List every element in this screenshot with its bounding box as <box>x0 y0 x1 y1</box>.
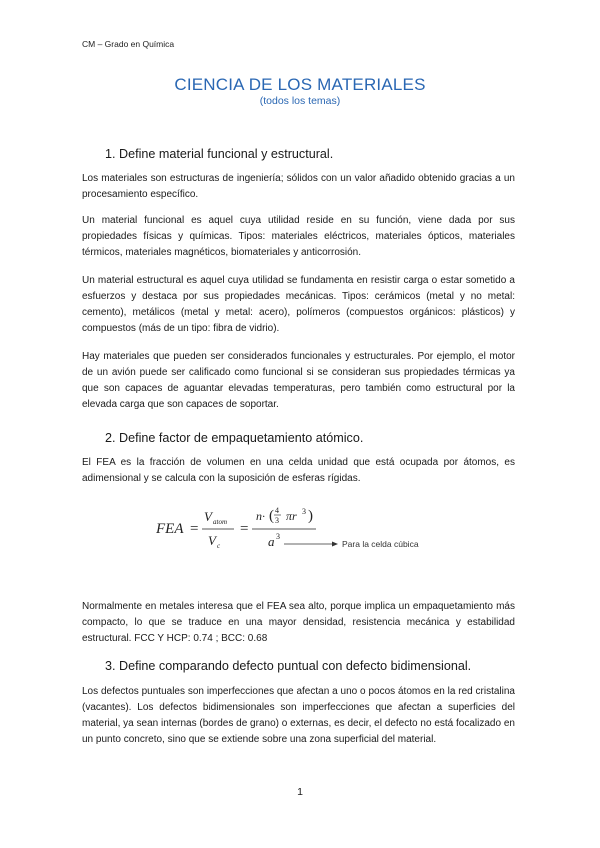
document-title: CIENCIA DE LOS MATERIALES <box>174 75 426 94</box>
eq-v-atom-sub: atom <box>213 518 227 526</box>
eq-frac-den: 3 <box>275 516 279 525</box>
page-header: CM – Grado en Química <box>82 39 175 49</box>
eq-v-c: V <box>208 533 216 548</box>
svg-text:(: ( <box>269 508 274 524</box>
eq-a: a <box>268 534 275 549</box>
eq-r-exp: 3 <box>302 507 306 516</box>
eq-annotation: Para la celda cúbica <box>342 539 419 549</box>
fea-equation <box>156 500 456 560</box>
eq-v-atom: V <box>204 509 212 524</box>
section-3-paragraph-1: Los defectos puntuales son imperfecciones que afectan a uno o pocos átomos en la red cristalina (vacantes). Los defectos bidimensionales son imperfecciones que afectan a superficies del material, ya sean internas (bordes de grano) o externas, es decir, el defecto no está focalizado en un punto concreto, sino que se extiende sobre una zona superficial del material. <box>82 686 515 745</box>
document-subtitle: (todos los temas) <box>259 95 341 107</box>
section-1-paragraph-3: Un material estructural es aquel cuya utilidad se fundamenta en resistir carga o estar sometido a esfuerzos y destaca por sus propiedades mecánicas. Tipos: cerámicos (metal y no metal: cemento), metálicos (metal y metal: acero), polímeros (compuestos orgánicos: plásticos) y compuestos (más de un tipo: fibra de vidrio). <box>82 275 515 334</box>
eq-n: n· <box>256 509 265 523</box>
eq-frac-num: 4 <box>275 506 279 515</box>
section-2-heading: 2. Define factor de empaquetamiento atómico. <box>105 431 364 445</box>
section-3-heading: 3. Define comparando defecto puntual con defecto bidimensional. <box>105 659 472 673</box>
section-2-paragraph-2: Normalmente en metales interesa que el FEA sea alto, porque implica un empaquetamiento más compacto, lo que se traduce en una mayor densidad, resistencia mecánica y estabilidad estructural. FCC Y HCP: 0.74 ; BCC: 0.68 <box>82 601 515 644</box>
eq-a-exp: 3 <box>276 532 280 541</box>
svg-text:): ) <box>308 508 313 524</box>
eq-lhs: FEA <box>156 521 184 537</box>
section-1-heading: 1. Define material funcional y estructural. <box>105 147 334 161</box>
section-1-paragraph-1: Los materiales son estructuras de ingeniería; sólidos con un valor añadido obtenido gracias a un procesamiento específico. <box>82 173 515 200</box>
section-1-paragraph-4: Hay materiales que pueden ser considerados funcionales y estructurales. Por ejemplo, el motor de un avión puede ser calificado como funcional si se consideran sus propiedades térmicas ya que son capaces de aguantar elevadas temperaturas, pero también como estructural por la elevada carga que son capaces de soportar. <box>82 351 515 410</box>
svg-text:=: = <box>240 521 249 537</box>
eq-v-c-sub: c <box>217 542 221 550</box>
eq-pi-r: πr <box>286 509 297 523</box>
section-2-paragraph-1: El FEA es la fracción de volumen en una celda unidad que está ocupada por átomos, es adimensional y se calcula con la suposición de esferas rígidas. <box>82 457 515 484</box>
page-number: 1 <box>297 786 303 798</box>
svg-text:=: = <box>190 521 199 537</box>
section-1-paragraph-2: Un material funcional es aquel cuya utilidad reside en su función, viene dada por sus propiedades físicas y químicas. Tipos: materiales eléctricos, materiales ópticos, materiales térmicos, materiales magnéticos, biomateriales y anticorrosión. <box>82 215 515 258</box>
